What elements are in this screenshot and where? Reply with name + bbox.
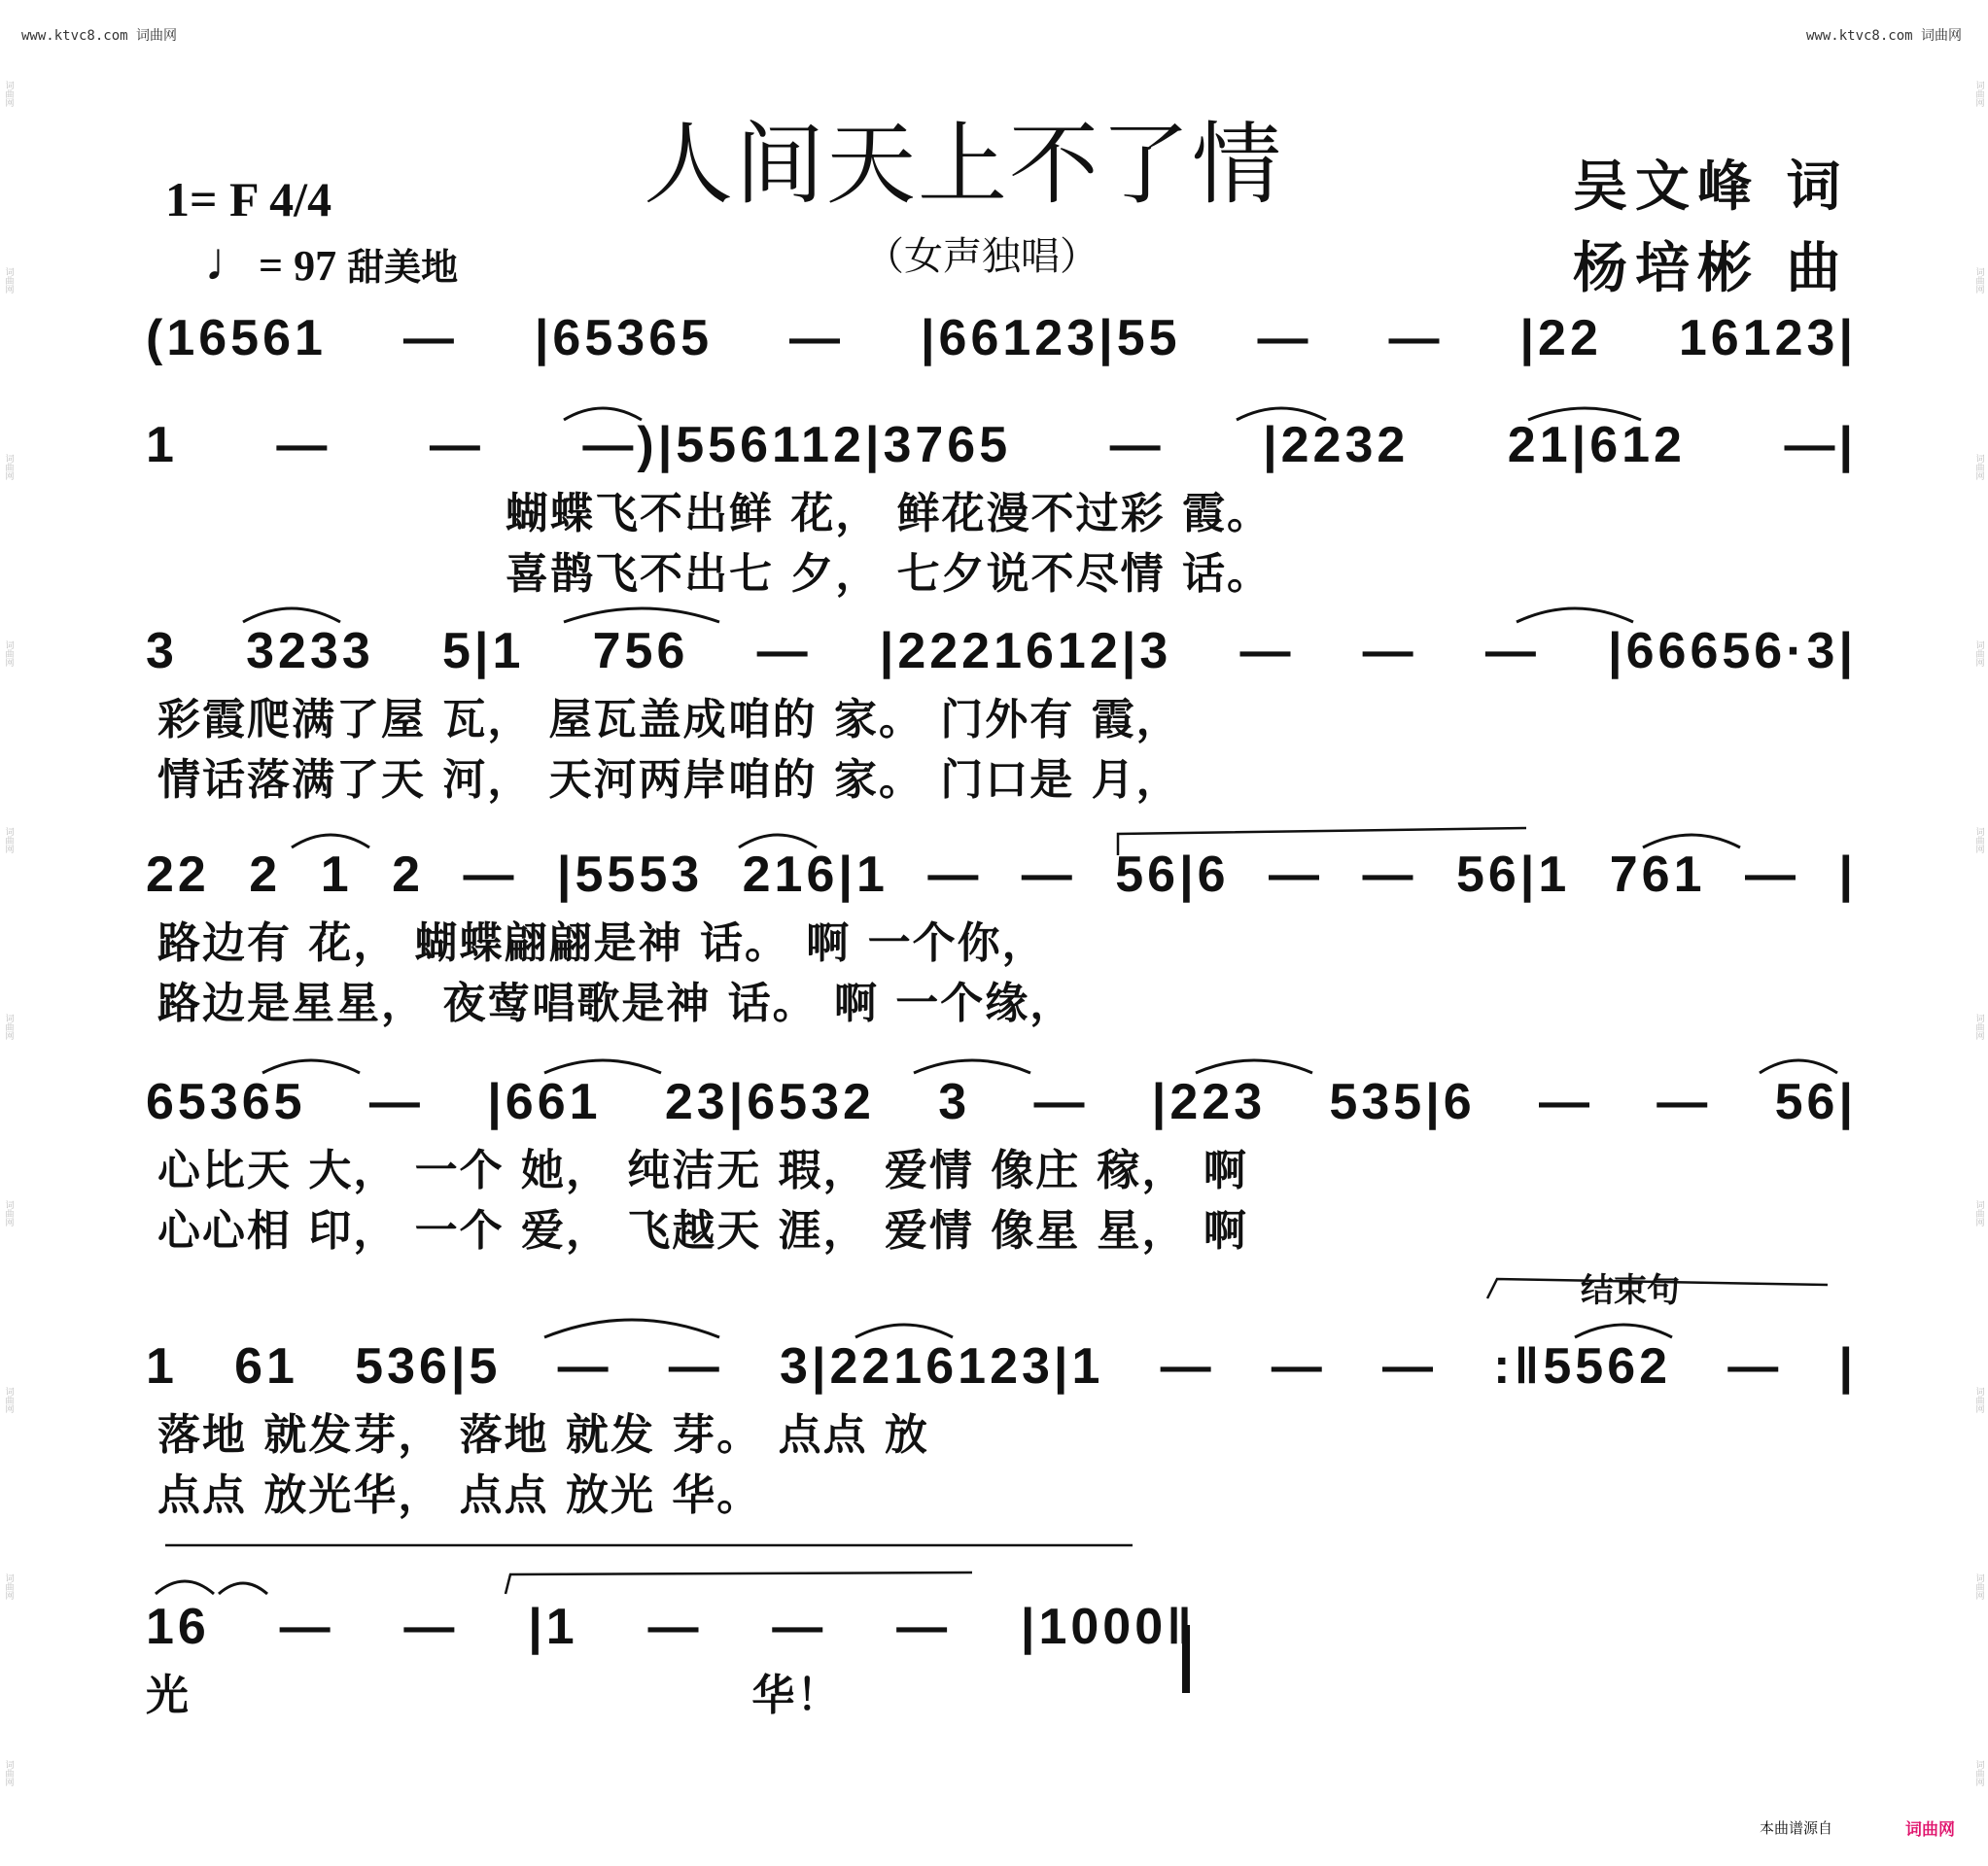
- notation-row: 3 3233 5|1 756 — |2221612|3 — — — |66656·3|: [146, 623, 1857, 679]
- footer-source: 本曲谱源自: [1760, 1819, 1833, 1837]
- lyricist-credit: 吴文峰 词: [1573, 156, 1849, 219]
- quarter-note-icon: ♩: [204, 232, 259, 293]
- notation-row: 1 61 536|5 — — 3|2216123|1 — — — :‖5562 — |: [146, 1338, 1857, 1395]
- composer-credit: 杨培彬 曲: [1573, 237, 1849, 300]
- song-subtitle: （女声独唱）: [865, 234, 1099, 279]
- score-line-1: [146, 299, 1857, 377]
- score-line-4: [146, 836, 1857, 1034]
- notation-row: 65365 — |661 23|6532 3 — |223 535|6 — — 56|: [146, 1074, 1857, 1130]
- score-line-2: [146, 406, 1857, 605]
- right-side-watermark: 词曲网 词曲网 词曲网 词曲网 词曲网 词曲网 词曲网 词曲网 词曲网 词曲网: [1973, 80, 1984, 1786]
- tempo-marking: [204, 231, 458, 294]
- lyrics-verse-1: 蝴蝶飞不出鲜 花， 鲜花漫不过彩 霞。: [506, 489, 1272, 538]
- score-line-6: [146, 1328, 1857, 1526]
- score-line-3: [146, 612, 1857, 811]
- notation-row: 22 2 1 2 — |5553 216|1 — — 56|6 — — 56|1 761 — |: [146, 847, 1857, 903]
- key-signature: 1= F 4/4: [165, 172, 332, 226]
- lyrics-verse-1: 光 华！: [146, 1671, 842, 1720]
- lyrics-verse-1: 心比天 大， 一个 她， 纯洁无 瑕， 爱情 像庄 稼， 啊: [157, 1146, 1248, 1195]
- tempo-expression: 甜美地: [347, 246, 459, 289]
- lyrics-verse-1: 彩霞爬满了屋 瓦， 屋瓦盖成咱的 家。 门外有 霞，: [157, 695, 1181, 744]
- notation-row: 16 — — |1 — — — |1000‖: [146, 1599, 1196, 1655]
- score-line-5: [146, 1063, 1857, 1261]
- watermark-top-right: www.ktvc8.com 词曲网: [1806, 28, 1963, 44]
- lyrics-verse-1: 路边有 花， 蝴蝶翩翩是神 话。 啊 一个你，: [157, 918, 1047, 968]
- song-title: 人间天上不了情: [644, 113, 1284, 217]
- left-side-watermark: 词曲网 词曲网 词曲网 词曲网 词曲网 词曲网 词曲网 词曲网 词曲网 词曲网: [3, 80, 14, 1786]
- lyrics-verse-2: 情话落满了天 河， 天河两岸咱的 家。 门口是 月，: [157, 755, 1181, 805]
- lyrics-verse-2: 心心相 印， 一个 爱， 飞越天 涯， 爱情 像星 星， 啊: [157, 1206, 1248, 1256]
- watermark-top-left: www.ktvc8.com 词曲网: [21, 28, 178, 44]
- notation-row: 1 — — —)|556112|3765 — |2232 21|612 —|: [146, 417, 1857, 473]
- lyrics-verse-2: 点点 放光华， 点点 放光 华。: [157, 1470, 762, 1520]
- coda-section-label: 结束句: [1581, 1271, 1680, 1310]
- notation-row: (16561 — |65365 — |66123|55 — — |22 16123|: [146, 310, 1857, 366]
- lyrics-verse-2: 喜鹊飞不出七 夕， 七夕说不尽情 话。: [506, 549, 1272, 599]
- lyrics-verse-2: 路边是星星， 夜莺唱歌是神 话。 啊 一个缘，: [157, 979, 1075, 1028]
- tempo-bpm: = 97: [259, 242, 337, 290]
- lyrics-verse-1: 落地 就发芽， 落地 就发 芽。 点点 放: [157, 1410, 929, 1460]
- score-line-7: [146, 1588, 1196, 1726]
- footer-site-link[interactable]: 词曲网: [1905, 1820, 1955, 1840]
